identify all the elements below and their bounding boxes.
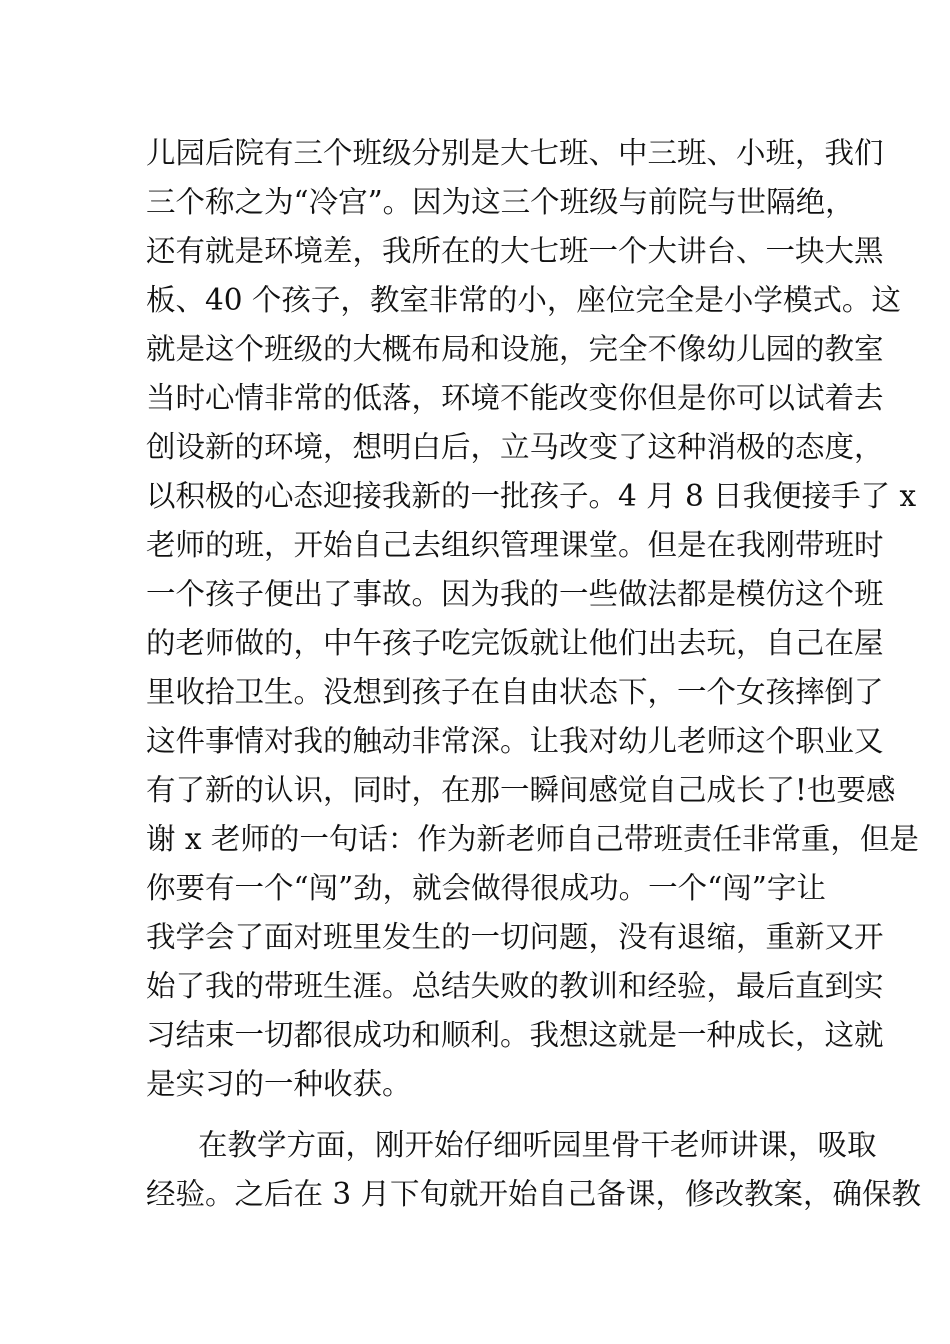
- text-line-19: 习结束一切都很成功和顺利。我想这就是一种成长，这就: [146, 1018, 884, 1052]
- text-line-15: 谢 x 老师的一句话：作为新老师自己带班责任非常重，但是: [146, 822, 919, 856]
- text-line-13: 这件事情对我的触动非常深。让我对幼儿老师这个职业又: [146, 724, 884, 758]
- text-line-16: 你要有一个“闯”劲，就会做得很成功。一个“闯”字让: [146, 871, 826, 905]
- text-line-4: 板、40 个孩子，教室非常的小，座位完全是小学模式。这: [146, 283, 901, 317]
- text-line-21-paragraph-start: 在教学方面，刚开始仔细听园里骨干老师讲课，吸取: [198, 1128, 877, 1162]
- text-line-3: 还有就是环境差，我所在的大七班一个大讲台、一块大黑: [146, 234, 884, 268]
- text-line-14: 有了新的认识，同时，在那一瞬间感觉自己成长了!也要感: [146, 773, 896, 807]
- text-line-7: 创设新的环境，想明白后，立马改变了这种消极的态度，: [146, 430, 884, 464]
- text-line-22: 经验。之后在 3 月下旬就开始自己备课，修改教案，确保教: [146, 1177, 922, 1211]
- text-line-6: 当时心情非常的低落，环境不能改变你但是你可以试着去: [146, 381, 884, 415]
- text-line-18: 始了我的带班生涯。总结失败的教训和经验，最后直到实: [146, 969, 884, 1003]
- text-line-5: 就是这个班级的大概布局和设施，完全不像幼儿园的教室: [146, 332, 884, 366]
- text-line-17: 我学会了面对班里发生的一切问题，没有退缩，重新又开: [146, 920, 884, 954]
- text-line-1: 儿园后院有三个班级分别是大七班、中三班、小班，我们: [146, 136, 884, 170]
- text-line-20: 是实习的一种收获。: [146, 1067, 412, 1101]
- text-line-2: 三个称之为“冷宫”。因为这三个班级与前院与世隔绝，: [146, 185, 855, 219]
- text-line-12: 里收拾卫生。没想到孩子在自由状态下，一个女孩摔倒了: [146, 675, 884, 709]
- text-line-10: 一个孩子便出了事故。因为我的一些做法都是模仿这个班: [146, 577, 884, 611]
- text-line-9: 老师的班，开始自己去组织管理课堂。但是在我刚带班时: [146, 528, 884, 562]
- text-line-8: 以积极的心态迎接我新的一批孩子。4 月 8 日我便接手了 x: [146, 479, 917, 513]
- text-line-11: 的老师做的，中午孩子吃完饭就让他们出去玩，自己在屋: [146, 626, 884, 660]
